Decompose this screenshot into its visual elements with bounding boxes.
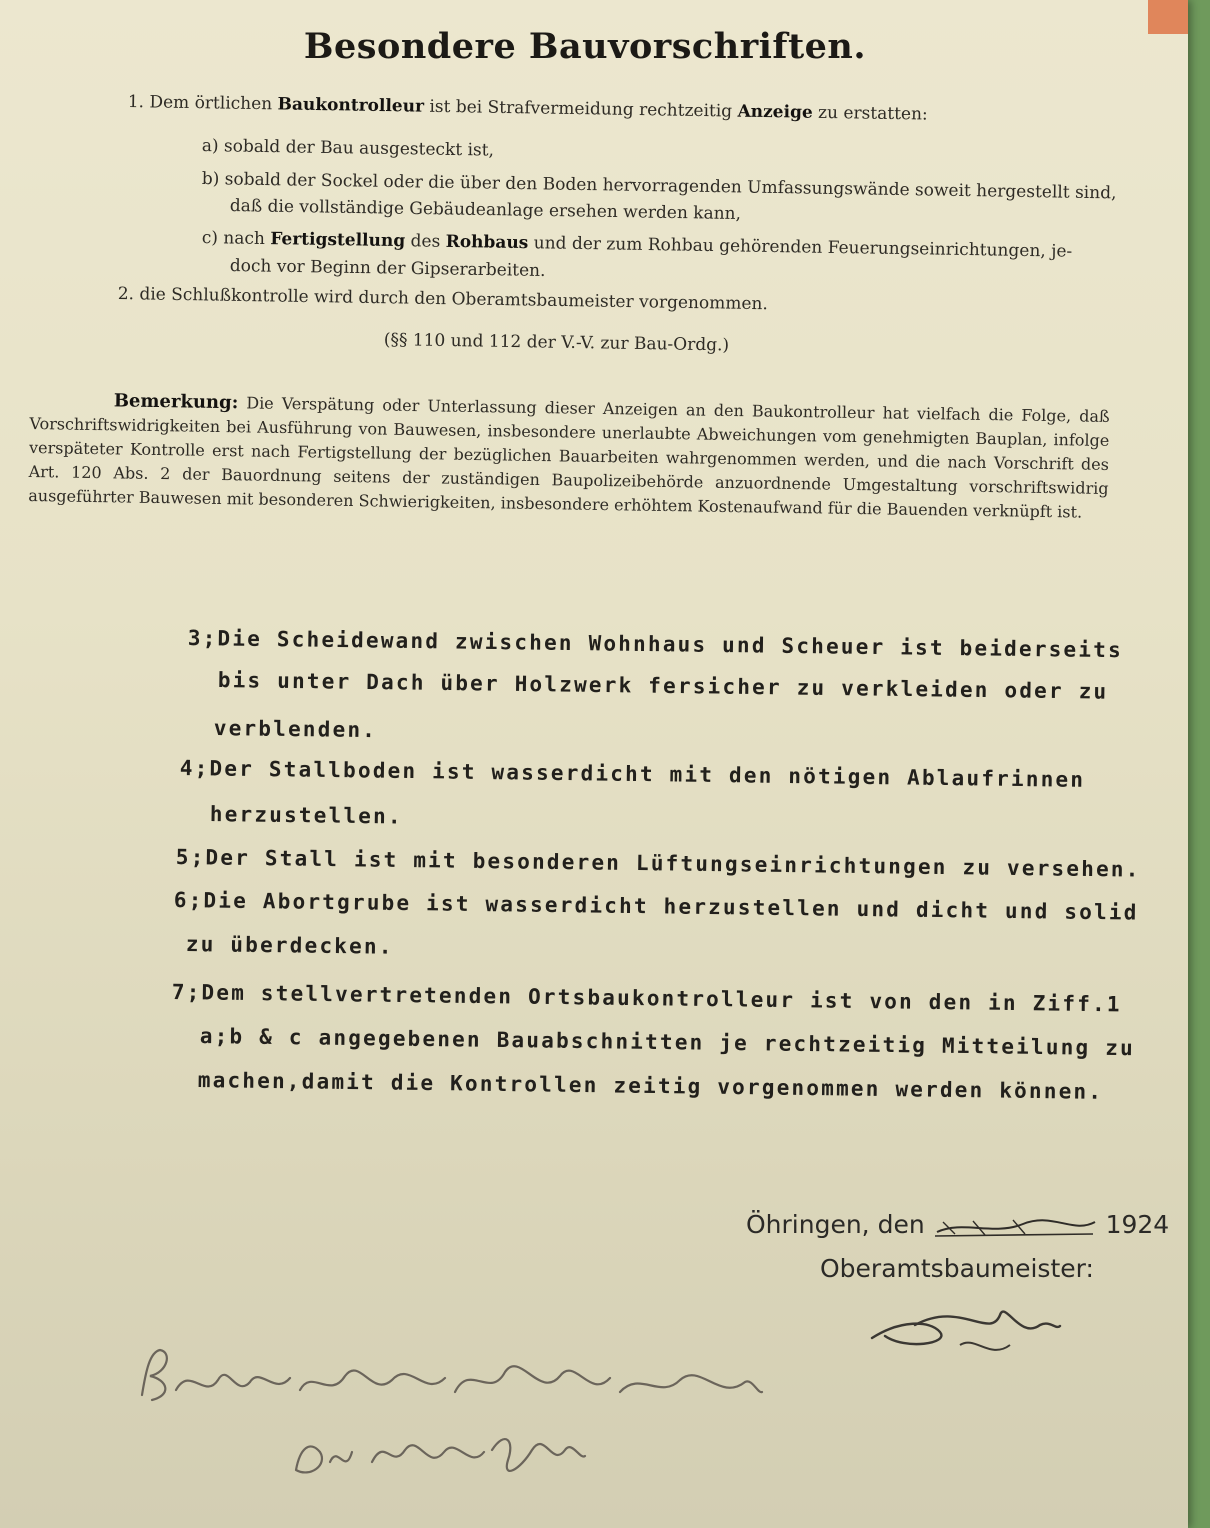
- typed-rule-3-line1: 3;Die Scheidewand zwischen Wohnhaus und Scheuer ist beiderseits: [187, 626, 1124, 663]
- rule-1b-line2: daß die vollständige Gebäudeanlage ersehen werden kann,: [229, 195, 742, 225]
- typed-rule-7-line3: machen,damit die Kontrollen zeitig vorgenommen werden können.: [197, 1068, 1104, 1104]
- rule-1c-line1: c) nach Fertigstellung des Rohbaus und der zum Rohbau gehörenden Feuerungseinrichtungen, je-: [201, 227, 1073, 262]
- typed-rule-7-line2: a;b & c angegebenen Bauabschnitten je rechtzeitig Mitteilung zu: [199, 1024, 1136, 1061]
- rule-1b-line1: b) sobald der Sockel oder die über den Boden hervorragenden Umfassungswände soweit hergestellt sind,: [201, 168, 1117, 204]
- rule-1c-line2: doch vor Beginn der Gipserarbeiten.: [229, 255, 546, 281]
- year: 1924: [1105, 1210, 1170, 1239]
- rule-2: 2. die Schlußkontrolle wird durch den Oberamtsbaumeister vorgenommen.: [117, 283, 768, 315]
- document-title: Besondere Bauvorschriften.: [303, 26, 867, 67]
- rule-1: 1. Dem örtlichen Baukontrolleur ist bei Strafvermeidung rechtzeitig Anzeige zu erstatten:: [127, 91, 928, 125]
- remark-label: Bemerkung:: [113, 390, 239, 414]
- typed-rule-3-line2: bis unter Dach über Holzwerk fersicher zu verkleiden oder zu: [217, 668, 1109, 704]
- typed-rule-4-line1: 4;Der Stallboden ist wasserdicht mit den nötigen Ablaufrinnen: [179, 756, 1086, 792]
- typed-rule-6-line1: 6;Die Abortgrube ist wasserdicht herzustellen und dicht und solid: [173, 888, 1139, 925]
- typed-rule-7-line1: 7;Dem stellvertretenden Ortsbaukontrolleur ist von den in Ziff.1: [171, 980, 1122, 1017]
- legal-reference: (§§ 110 und 112 der V.-V. zur Bau-Ordg.): [383, 329, 730, 356]
- place-label: Öhringen, den: [746, 1210, 925, 1239]
- rule-1a: a) sobald der Bau ausgesteckt ist,: [201, 135, 495, 161]
- remark-text: Die Verspätung oder Unterlassung dieser Anzeigen an den Baukontrolleur hat vielfach die Folge, daß Vorschriftswidrigkeiten bei Ausführung von Bauwesen, insbesondere unerlaubte Abweichungen vom genehmigten Bauplan, infolge verspäteter Kontrolle erst nach Fertigstellung der bezüglichen Bauarbeiten wahrgenommen werden, und die nach Vorschrift des Art. 120 Abs. 2 der Bauordnung seitens der zuständigen Baupolizeibehörde anzuordnende Umgestaltung vorschriftswidrig ausgeführter Bauwesen mit besonderen Schwierigkeiten, insbesondere erhöhtem Kostenaufwand für die Bauenden verknüpft ist.: [28, 393, 1110, 522]
- typed-rule-5: 5;Der Stall ist mit besonderen Lüftungseinrichtungen zu versehen.: [175, 845, 1141, 882]
- office-title: Oberamtsbaumeister:: [820, 1254, 1094, 1283]
- typed-rule-6-line2: zu überdecken.: [185, 932, 394, 959]
- typed-rule-4-line2: herzustellen.: [209, 802, 403, 829]
- typed-rule-3-line3: verblenden.: [213, 716, 378, 743]
